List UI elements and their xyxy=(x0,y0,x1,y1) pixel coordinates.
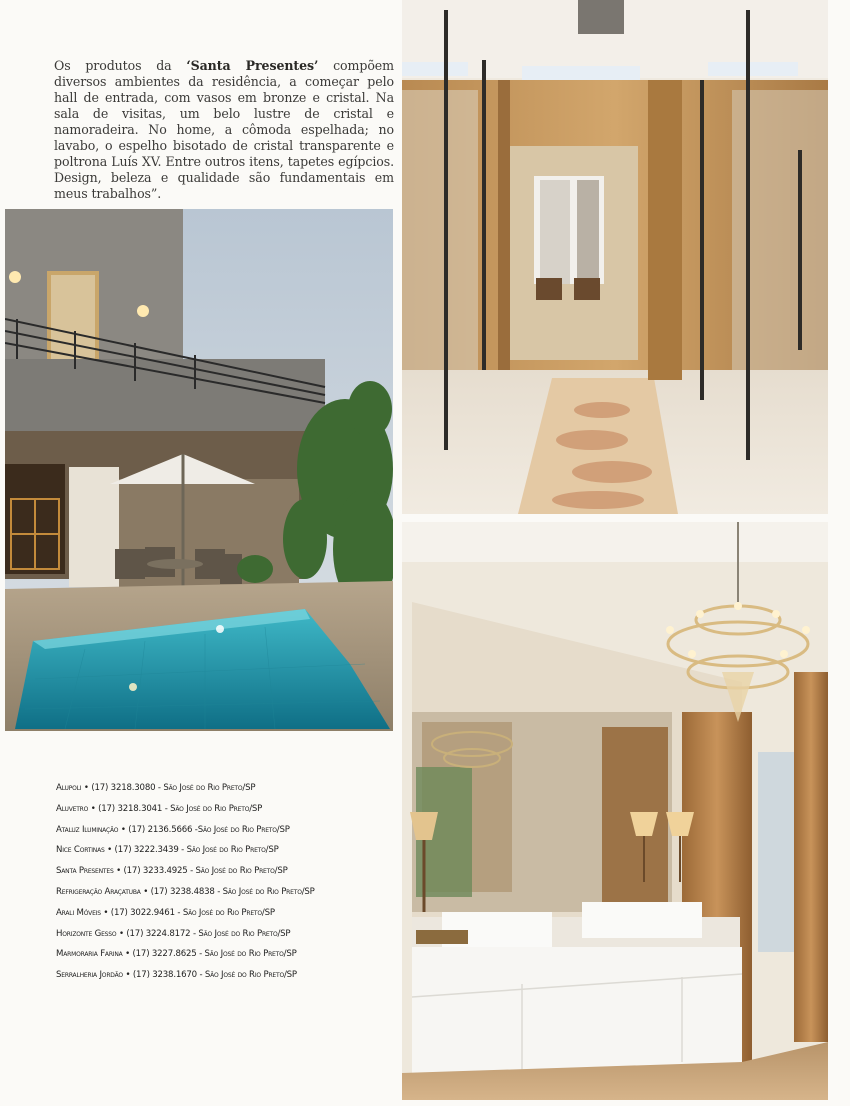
supplier-phone: (17) 3238.1670 xyxy=(132,970,197,981)
mirrored-closet-hall-photo xyxy=(402,0,828,514)
supplier-item: Ataluz Iluminação • (17) 2136.5666 -São José do Rio Preto/SP xyxy=(56,824,290,835)
supplier-phone: (17) 3218.3080 xyxy=(91,783,156,793)
supplier-phone: (17) 3227.8625 xyxy=(132,949,197,960)
supplier-phone: (17) 3233.4925 xyxy=(123,866,188,877)
supplier-phone: (17) 3238.4838 xyxy=(150,886,215,897)
testimonial-quote xyxy=(54,58,394,202)
supplier-item: Serralheria Jordão • (17) 3238.1670 - São José do Rio Preto/SP xyxy=(56,970,297,981)
supplier-city: São José do Rio Preto/SP xyxy=(186,845,279,856)
quote-brand-highlight: ‘Santa Presentes’ xyxy=(186,58,319,73)
supplier-city: São José do Rio Preto/SP xyxy=(222,886,315,897)
supplier-name: Horizonte Gesso xyxy=(56,928,117,939)
supplier-city: São José do Rio Preto/SP xyxy=(163,783,256,793)
supplier-name: Serralheria Jordão xyxy=(56,970,123,981)
supplier-item: Refrigeração Araçatuba • (17) 3238.4838 - São José do Rio Preto/SP xyxy=(56,886,315,897)
supplier-city: São José do Rio Preto/SP xyxy=(198,928,291,939)
supplier-list xyxy=(56,782,386,990)
supplier-item: Aluvetro • (17) 3218.3041 - São José do Rio Preto/SP xyxy=(56,803,263,814)
supplier-name: Marmoraria Farina xyxy=(56,949,123,960)
supplier-name: Aluvetro xyxy=(56,803,89,814)
supplier-item: Santa Presentes • (17) 3233.4925 - São José do Rio Preto/SP xyxy=(56,866,288,877)
supplier-city: São José do Rio Preto/SP xyxy=(204,949,297,960)
supplier-item: Arali Móveis • (17) 3022.9461 - São José do Rio Preto/SP xyxy=(56,907,275,918)
supplier-city: São José do Rio Preto/SP xyxy=(197,824,290,835)
supplier-item: Horizonte Gesso • (17) 3224.8172 - São José do Rio Preto/SP xyxy=(56,928,291,939)
bathroom-chandelier-photo xyxy=(402,522,828,1100)
supplier-city: São José do Rio Preto/SP xyxy=(182,907,275,918)
supplier-phone: (17) 3022.9461 xyxy=(110,907,175,918)
supplier-name: Arali Móveis xyxy=(56,907,101,918)
supplier-name: Alupoli xyxy=(56,783,82,793)
supplier-item: Nice Cortinas • (17) 3222.3439 - São José do Rio Preto/SP xyxy=(56,845,279,856)
supplier-phone: (17) 3224.8172 xyxy=(126,928,191,939)
supplier-city: São José do Rio Preto/SP xyxy=(170,803,263,814)
supplier-city: São José do Rio Preto/SP xyxy=(204,970,297,981)
supplier-name: Santa Presentes xyxy=(56,866,114,877)
pool-courtyard-photo xyxy=(5,209,393,731)
supplier-name: Nice Cortinas xyxy=(56,845,105,856)
supplier-phone: (17) 2136.5666 xyxy=(128,824,193,835)
supplier-item: Marmoraria Farina • (17) 3227.8625 - São José do Rio Preto/SP xyxy=(56,949,297,960)
supplier-name: Ataluz Iluminação xyxy=(56,824,119,835)
supplier-phone: (17) 3222.3439 xyxy=(114,845,179,856)
supplier-name: Refrigeração Araçatuba xyxy=(56,886,141,897)
supplier-phone: (17) 3218.3041 xyxy=(98,803,163,814)
supplier-item: Alupoli • (17) 3218.3080 - São José do Rio Preto/SP xyxy=(56,783,256,793)
quote-body: compõem diversos ambientes da residência, a começar pelo hall de entrada, com vasos em bronze e cristal. Na sala de visitas, um belo lustre de cristal e namoradeira. No home, a cômoda espelhada; no lavabo, o espelho bisotado de cristal transparente e poltrona Luís XV. Entre outros itens, tapetes egípcios. Design, beleza e qualidade são fundamentais em meus trabalhos”. xyxy=(54,58,394,201)
supplier-city: São José do Rio Preto/SP xyxy=(195,866,288,877)
quote-intro: Os produtos da xyxy=(54,58,187,73)
